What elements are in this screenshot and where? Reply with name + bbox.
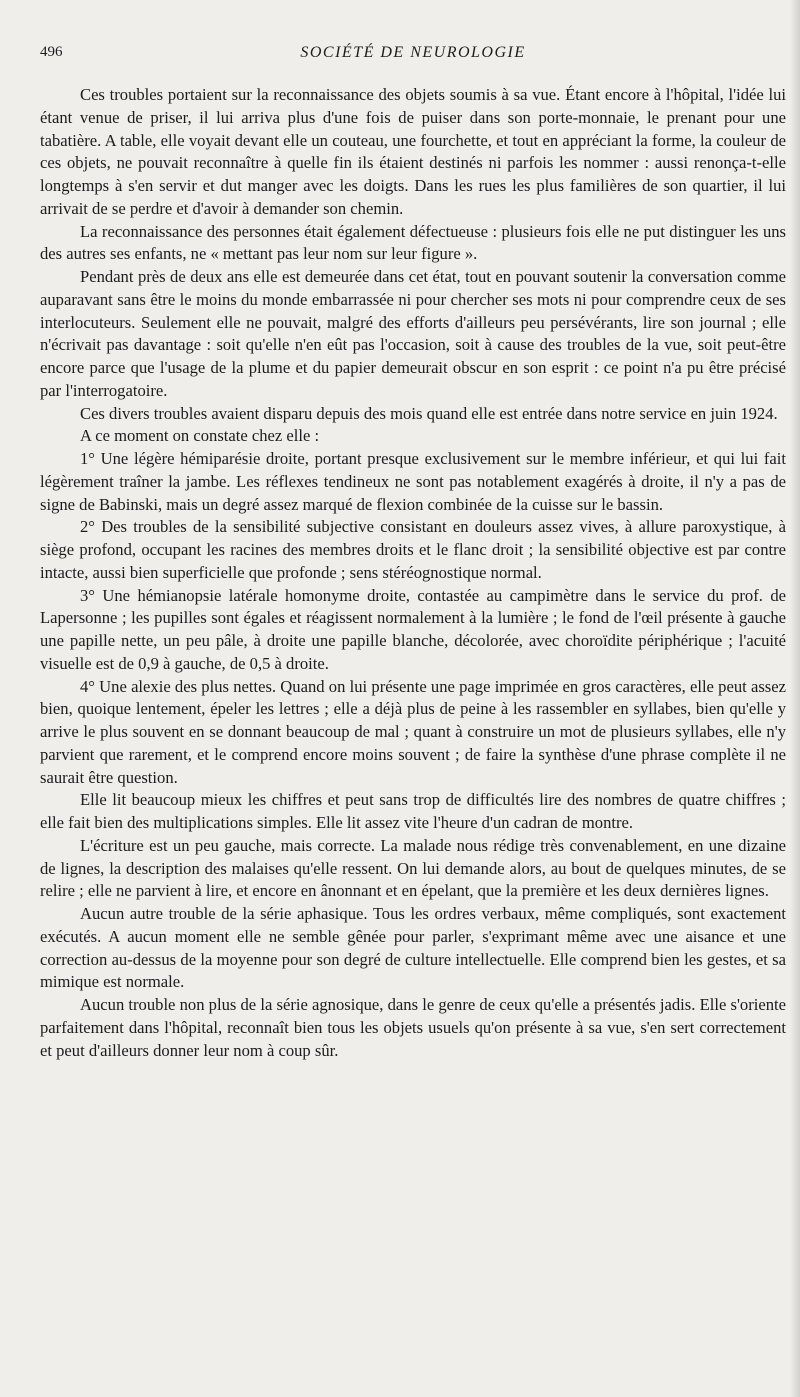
page-edge-shadow <box>790 0 800 1397</box>
paragraph: 3° Une hémianopsie latérale homonyme droite, contastée au campimètre dans le service du prof. de Lapersonne ; les pupilles sont égales et réagissent normalement à la lumière ; le fond de l'œil présente à gauche une papille nette, un peu pâle, à droite une papille blanche, décolorée, avec choroïdite périphérique ; l'acuité visuelle est de 0,9 à gauche, de 0,5 à droite. <box>40 585 786 673</box>
paragraph: 4° Une alexie des plus nettes. Quand on lui présente une page imprimée en gros caractères, elle peut assez bien, quoique lentement, épeler les lettres ; elle a déjà plus de peine à les rassembler en syllabes, bien qu'elle y arrive le plus souvent en se donnant beaucoup de mal ; quant à construire un mot de plusieurs syllabes, elle n'y parvient que rarement, et le comprend encore moins souvent ; de faire la synthèse d'une phrase complète il ne saurait être question. <box>40 676 786 787</box>
paragraph: La reconnaissance des personnes était également défectueuse : plusieurs fois elle ne put distinguer les uns des autres ses enfants, ne « mettant pas leur nom sur leur figure ». <box>40 221 786 264</box>
paragraph: Aucun autre trouble de la série aphasique. Tous les ordres verbaux, même compliqués, sont exactement exécutés. A aucun moment elle ne semble gênée pour parler, s'exprimant même avec une aisance et une correction au-dessus de la moyenne pour son degré de culture intellectuelle. Elle comprend bien les gestes, et sa mimique est normale. <box>40 904 786 992</box>
paragraph: Pendant près de deux ans elle est demeurée dans cet état, tout en pouvant soutenir la conversation comme auparavant sans être le moins du monde embarrassée ni pour chercher ses mots ni pour comprendre ceux de ses interlocuteurs. Seulement elle ne pouvait, malgré des efforts d'ailleurs peu persévérants, lire son journal ; elle n'écrivait pas davantage : soit qu'elle n'en eût pas l'occasion, soit à cause des troubles de la vue, soit peut-être encore parce que l'usage de la plume et du papier demeurait obscur en son esprit : ce point n'a pu être précisé par l'interrogatoire. <box>40 267 786 400</box>
body-text <box>40 84 786 1062</box>
paragraph: Elle lit beaucoup mieux les chiffres et peut sans trop de difficultés lire des nombres de quatre chiffres ; elle fait bien des multiplications simples. Elle lit assez vite l'heure d'un cadran de montre. <box>40 790 786 832</box>
page-number: 496 <box>40 44 63 60</box>
paragraph: L'écriture est un peu gauche, mais correcte. La malade nous rédige très convenablement, en une dizaine de lignes, la description des malaises qu'elle ressent. On lui demande alors, au bout de quelques minutes, de se relire ; elle ne parvient à lire, et encore en ânonnant et en épelant, que la première et les deux dernières lignes. <box>40 835 786 901</box>
paragraph: 1° Une légère hémiparésie droite, portant presque exclusivement sur le membre inférieur, et qui lui fait légèrement traîner la jambe. Les réflexes tendineux ne sont pas notablement exagérés à droite, il n'y a pas de signe de Babinski, mais un degré assez marqué de flexion combinée de la cuisse sur le bassin. <box>40 449 786 514</box>
paragraph: Aucun trouble non plus de la série agnosique, dans le genre de ceux qu'elle a présentés jadis. Elle s'oriente parfaitement dans l'hôpital, reconnaît bien tous les objets usuels qu'on présente à sa vue, s'en sert correctement et peut d'ailleurs donner leur nom à coup sûr. <box>40 995 786 1060</box>
running-header <box>40 34 786 64</box>
paragraph: 2° Des troubles de la sensibilité subjective consistant en douleurs assez vives, à allure paroxystique, à siège profond, occupant les racines des membres droits et le flanc droit ; la sensibilité objective est par contre intacte, aussi bien superficielle que profonde ; sens stéréognostique normal. <box>40 517 786 582</box>
paragraph: Ces divers troubles avaient disparu depuis des mois quand elle est entrée dans notre service en juin 1924. <box>80 403 778 423</box>
paragraph: Ces troubles portaient sur la reconnaissance des objets soumis à sa vue. Étant encore à l'hôpital, l'idée lui étant venue de priser, il lui arriva plus d'une fois de puiser dans son porte-monnaie, le prenant pour une tabatière. A table, elle voyait devant elle un couteau, une fourchette, et tout en appréciant la forme, la couleur de ces objets, ne pouvait reconnaître à quelle fin ils étaient destinés ni parfois les nommer : aussi renonça-t-elle longtemps à s'en servir et dut manger avec les doigts. Dans les rues les plus familières de son quartier, il lui arrivait de se perdre et d'avoir à demander son chemin. <box>40 85 786 218</box>
journal-title: SOCIÉTÉ DE NEUROLOGIE <box>300 44 526 61</box>
paragraph: A ce moment on constate chez elle : <box>80 426 320 446</box>
